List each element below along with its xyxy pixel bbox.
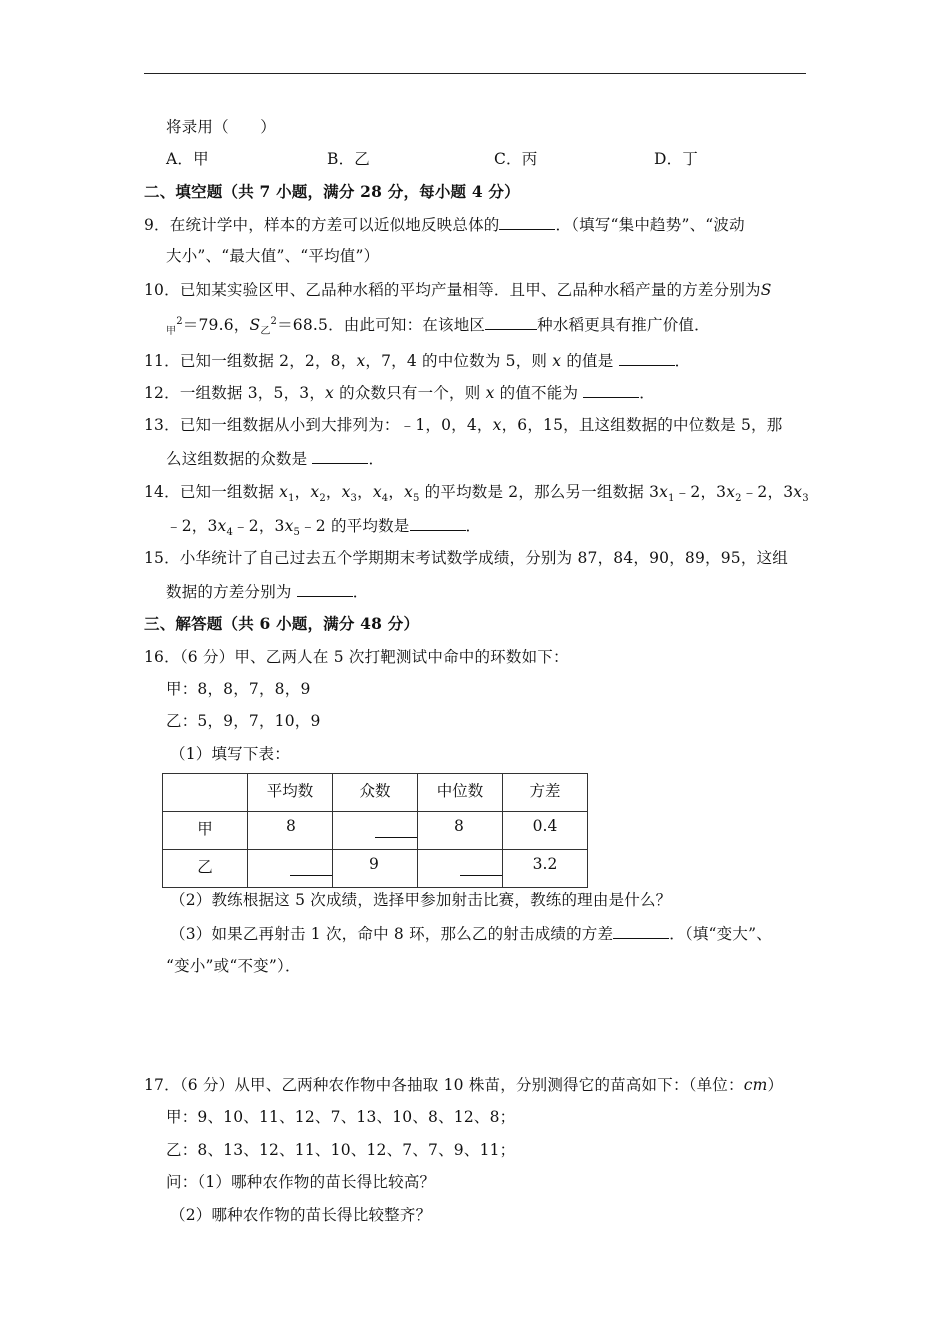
q13-line2: 么这组数据的众数是 ． xyxy=(166,450,385,468)
q10-line2: $_甲^2$＝79.6，$S_乙^2=68.5$．由此可知：在该地区 种水稻更具有推广价值． xyxy=(166,315,710,338)
q15-line2: 数据的方差分别为 ． xyxy=(166,583,369,601)
q16-part3-line1: （3）如果乙再射击 1 次，命中 8 环，那么乙的射击成绩的方差 ．（填“变大”、 xyxy=(170,925,772,943)
table-cell: 8 xyxy=(248,812,333,850)
table-cell xyxy=(418,850,503,888)
table-header-cell: 方差 xyxy=(503,774,588,812)
table-cell: 9 xyxy=(333,850,418,888)
q9-blank xyxy=(499,214,555,230)
q9-line2: 大小”、“最大值”、“平均值”） xyxy=(166,247,380,265)
q16-jia-data: 甲：8，8，7，8，9 xyxy=(166,680,311,698)
yi-mean-blank xyxy=(248,850,332,887)
table-cell xyxy=(248,850,333,888)
q8-option-d: D．丁 xyxy=(654,150,699,168)
table-cell: 8 xyxy=(418,812,503,850)
jia-mode-blank xyxy=(333,812,417,849)
q16-intro: 16．（6 分）甲、乙两人在 5 次打靶测试中命中的环数如下： xyxy=(144,648,569,666)
q9-line1: 9．在统计学中，样本的方差可以近似地反映总体的 ．（填写“集中趋势”、“波动 xyxy=(144,216,745,234)
q12-blank xyxy=(583,382,639,398)
section3-title: 三、解答题（共 6 小题，满分 48 分） xyxy=(144,614,420,633)
q16-part1: （1）填写下表： xyxy=(170,745,290,763)
q17-ask2: （2）哪种农作物的苗长得比较整齐？ xyxy=(170,1206,432,1224)
q13-line1: 13．已知一组数据从小到大排列为：﹣1，0，4，x，6，15，且这组数据的中位数是 5，那 xyxy=(144,416,783,434)
q14-blank xyxy=(410,515,466,531)
table-header-cell xyxy=(163,774,248,812)
q12: 12．一组数据 3，5，3，x 的众数只有一个，则 x 的值不能为 ． xyxy=(144,384,655,402)
table-cell: 甲 xyxy=(163,812,248,850)
q17-intro: 17．（6 分）从甲、乙两种农作物中各抽取 10 株苗，分别测得它的苗高如下：（单位：cm） xyxy=(144,1076,784,1094)
yi-median-blank xyxy=(418,850,502,887)
table-cell: 0.4 xyxy=(503,812,588,850)
header-rule xyxy=(144,73,806,74)
q17-ask1: 问：（1）哪种农作物的苗长得比较高？ xyxy=(166,1173,436,1191)
q15-line1: 15．小华统计了自己过去五个学期期末考试数学成绩，分别为 87，84，90，89，95，这组 xyxy=(144,549,788,567)
table-cell: 乙 xyxy=(163,850,248,888)
table-row xyxy=(163,812,588,850)
q8-option-c: C．丙 xyxy=(494,150,538,168)
q16-part2: （2）教练根据这 5 次成绩，选择甲参加射击比赛，教练的理由是什么？ xyxy=(170,891,672,909)
q8-option-b: B．乙 xyxy=(327,150,370,168)
q17-yi-data: 乙：8、13、12、11、10、12、7、7、9、11； xyxy=(166,1141,516,1159)
q15-blank xyxy=(297,581,353,597)
table-cell: 3.2 xyxy=(503,850,588,888)
q16-yi-data: 乙：5，9，7，10，9 xyxy=(166,712,321,730)
q14-line1: 14．已知一组数据 $x_1$，$x_2$，$x_3$，$x_4$，$x_5$ 的平均数是 2，那么另一组数据 $3x_1﹣2$，$3x_2﹣2$，$3x_3$ xyxy=(144,483,809,505)
table-cell xyxy=(333,812,418,850)
q10-blank xyxy=(485,314,537,330)
q16-score-table xyxy=(162,773,588,888)
q16-part3-blank xyxy=(613,923,669,939)
q16-part3-line2: “变小”或“不变”）． xyxy=(166,957,301,975)
table-header-row xyxy=(163,774,588,812)
q8-option-a: A．甲 xyxy=(166,150,209,168)
table-header-cell: 平均数 xyxy=(248,774,333,812)
q13-blank xyxy=(312,448,368,464)
table-row xyxy=(163,850,588,888)
q10-line1: 10．已知某实验区甲、乙品种水稻的平均产量相等．且甲、乙品种水稻产量的方差分别为S xyxy=(144,281,772,299)
q11-blank xyxy=(619,350,675,366)
q11: 11．已知一组数据 2，2，8，x，7，4 的中位数为 5，则 x 的值是 ． xyxy=(144,352,691,370)
q17-jia-data: 甲：9、10、11、12、7、13、10、8、12、8； xyxy=(166,1108,516,1126)
table-header-cell: 中位数 xyxy=(418,774,503,812)
table-header-cell: 众数 xyxy=(333,774,418,812)
q8-tail: 将录用（ ） xyxy=(166,118,276,136)
section2-title: 二、填空题（共 7 小题，满分 28 分，每小题 4 分） xyxy=(144,182,520,201)
q14-line2: ﹣2，$3x_4﹣2$，$3x_5﹣2$ 的平均数是 ． xyxy=(166,517,482,539)
